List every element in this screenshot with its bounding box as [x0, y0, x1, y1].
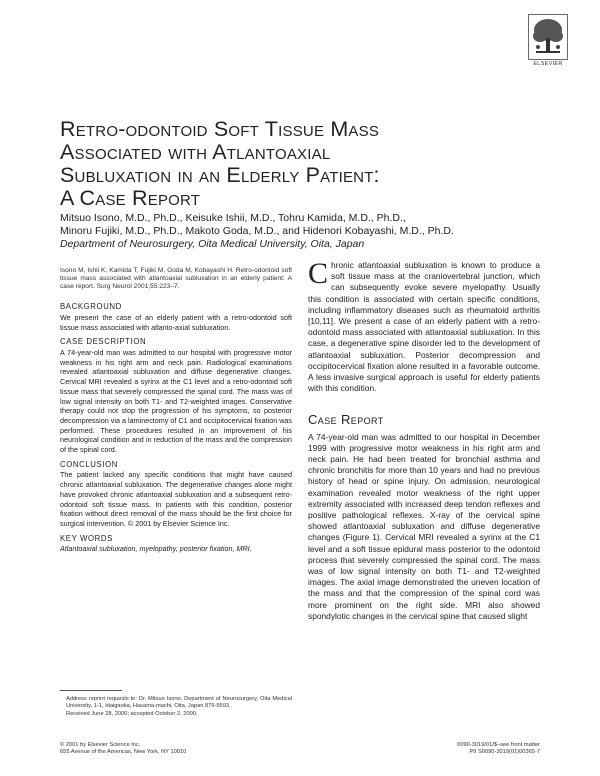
title-line: Retro-odontoid Soft Tissue Mass: [60, 117, 380, 141]
footer-identifiers: [330, 742, 540, 756]
case-report-text: A 74-year-old man was admitted to our hospital in December 1999 with progressive motor weakness in his right arm and neck pain. He had been treated for bronchial asthma and chronic bronchitis for more than 10 years and had no previous history of head or spine injury. On admission, neurological examination revealed motor weakness of the right upper extremity associated with increased deep tendon reflexes and positive pathological reflexes. X-ray of the cervical spine showed atlantoaxial subluxation and diffuse degenerative changes (Figure 1). Cervical MRI revealed a syrinx at the C1 level and a soft tissue epidural mass posterior to the odontoid process that severely compressed the spinal cord. The mass was of low signal intensity on both T1- and T2-weighted images. The axial image demonstrated the uneven location of the mass and that the compression of the spinal cord was more prominent on the right side. MRI also showed spondylotic changes in the cervical spine that caused slight: [308, 431, 540, 621]
case-report-heading: Case Report: [308, 412, 384, 428]
title-line: A Case Report: [60, 186, 201, 210]
drop-cap: C: [308, 257, 329, 290]
abstract-case-heading: CASE DESCRIPTION: [60, 337, 147, 347]
author-line: Mitsuo Isono, M.D., Ph.D., Keisuke Ishii, M.D., Tohru Kamida, M.D., Ph.D.,: [60, 212, 406, 224]
footnote-divider: [60, 690, 122, 691]
author-block: [60, 212, 550, 251]
elsevier-tree-icon: [528, 14, 568, 60]
abstract-background-heading: BACKGROUND: [60, 302, 122, 312]
keywords: Atlantoaxial subluxation, myelopathy, posterior fixation, MRI.: [60, 544, 252, 554]
abstract-case: A 74-year-old man was admitted to our hospital with progressive motor weakness in his right arm and neck pain. Radiological examinations revealed atlantoaxial subluxation and diffuse degenerative changes. Cervical MRI revealed a syrinx at the C1 level and a retro-odontoid soft tissue mass that severely compressed the spinal cord. The mass was of low signal intensity on both T1- and T2-weighted images. Conservative therapy could not stop the progression of his symptoms, so posterior decompression via a laminectomy of C1 and occipitocervical fixation was performed. These procedures resulted in an improvement of his neurological condition and in reduction of the mass and the compression of the spinal cord.: [60, 348, 292, 455]
abstract-conclusion: The patient lacked any specific conditions that might have caused chronic atlantoaxial subluxation. The degenerative changes alone might have provoked chronic atlantoaxial subluxation and a subsequent retro-odontoid soft tissue mass. In patients with this condition, posterior fixation without direct removal of the mass should be the first choice for surgical intervention. © 2001 by Elsevier Science Inc.: [60, 470, 292, 528]
publisher-logo: [526, 14, 570, 74]
footer-copyright: [60, 742, 300, 756]
footnote-received: Received June 28, 2000; accepted October 2, 2000.: [66, 711, 198, 718]
publisher-name: ELSEVIER: [533, 61, 563, 67]
abstract-background: We present the case of an elderly patient with a retro-odontoid soft tissue mass associated with atlanto-axial subluxation.: [60, 312, 292, 332]
footer-copyright-line: © 2001 by Elsevier Science Inc.: [60, 742, 141, 748]
title-line: Associated with Atlantoaxial: [60, 140, 331, 164]
footnote-address: Address reprint requests to: Dr. Mitsuo Isono, Department of Neurosurgery, Oita Medical University, 1-1, Idaigaoka, Hasama-machi, Oita, Japan 879-5593.: [66, 696, 292, 710]
footnotes: [66, 696, 292, 720]
author-line: Minoru Fujiki, M.D., Ph.D., Makoto Goda, M.D., and Hidenori Kobayashi, M.D., Ph.D.: [60, 225, 454, 237]
abstract-conclusion-heading: CONCLUSION: [60, 459, 118, 469]
article-title: [60, 118, 540, 210]
footer-address-line: 655 Avenue of the Americas, New York, NY 10010: [60, 749, 187, 755]
footer-issn-line: 0090-3019/01/$–see front matter: [457, 742, 540, 748]
body-column: [308, 257, 540, 622]
footer-pii-line: PII S0090-3019(01)00365-7: [469, 749, 540, 755]
keywords-heading: KEY WORDS: [60, 533, 113, 543]
abstract-column: [60, 260, 292, 554]
title-line: Subluxation in an Elderly Patient:: [60, 163, 380, 187]
introduction-paragraph: [308, 257, 540, 394]
author-affiliation: Department of Neurosurgery, Oita Medical University, Oita, Japan: [60, 238, 365, 250]
citation: Isono M, Ishii K, Kamida T, Fujiki M, Goda M, Kobayashi H. Retro-odontoid soft tissue mass associated with atlantoaxial subluxation in an elderly patient: A case report. Surg Neurol 2001;55:223–7.: [60, 266, 292, 290]
introduction-text: hronic atlantoaxial subluxation is known to produce a soft tissue mass at the craniovertebral junction, which can subsequently evoke severe myelopathy. Usually this condition is associated with certain specific conditions, including inflammatory diseases such as rheumatoid arthritis [10,11]. We present a case of an elderly patient with a retro-odontoid mass associated with atlantoaxial subluxation. In this case, a degenerative spine disorder led to the development of atlantoaxial subluxation. Posterior decompression and occipitocervical fixation alone resulted in a favorable outcome. A less invasive surgical approach is useful for elderly patients with this condition.: [308, 260, 540, 394]
